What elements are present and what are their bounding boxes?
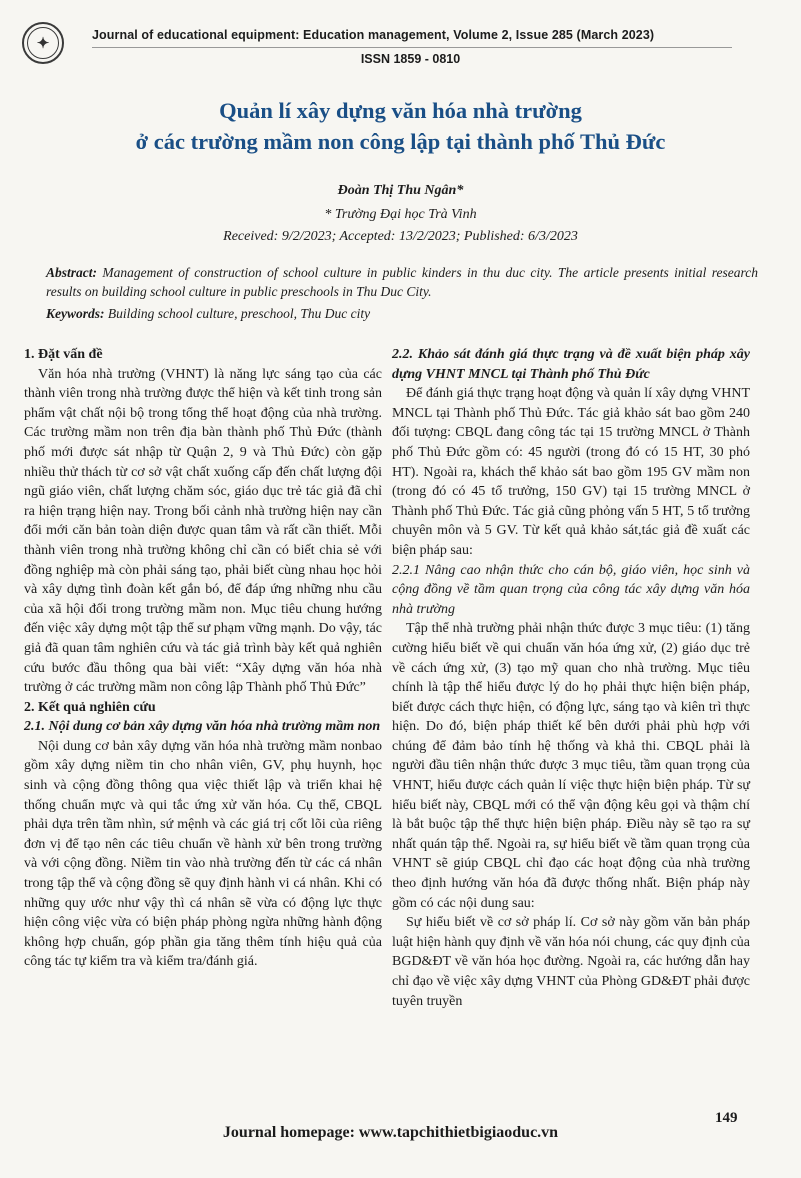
journal-line: Journal of educational equipment: Education management, Volume 2, Issue 285 (March 2023) [92, 28, 655, 42]
article-title [0, 95, 801, 157]
abstract-text: Management of construction of school culture in public kinders in thu duc city. The article presents initial research results on building school culture in public preschools in Thu Duc City. [46, 265, 759, 299]
subsection-heading-2-1: 2.1. Nội dung cơ bản xây dựng văn hóa nhà trường mầm non [24, 719, 381, 735]
keywords [46, 306, 758, 322]
section-heading-2: 2. Kết quả nghiên cứu [24, 699, 156, 715]
abstract [46, 263, 758, 301]
paragraph: Văn hóa nhà trường (VHNT) là năng lực sáng tạo của các thành viên trong nhà trường được thể hiện và kết tinh trong sản phẩm vật chất nội bộ trong tổng thể hoạt động của nhà trường. Các trường mầm non trên địa bàn thành phố Thủ Đức (thành phố mới được sát nhập từ Quận 2, 9 và Thủ Đức) còn gặp nhiều thử thách từ cơ sở vật chất xuống cấp đến chất lượng đội ngũ giáo viên, chất lượng chăm sóc, giáo dục trẻ tác giả đã chỉ ra hiện trạng hiện nay. Trong bối cảnh nhà trường hiện nay cần đổi mới căn bản toàn diện được quan tâm và rất cần thiết. Mỗi thành viên trong nhà trường không chỉ cần có biết chia sẻ với đồng nghiệp mà còn phải sáng tạo, phải biết cùng nhau học hỏi và xây dựng tình đoàn kết gắn bó, để đáp ứng những nhu cầu của xã hội đối trong trường mầm non. Mục tiêu chung hướng đến việc xây dựng một tập thể sư phạm vững mạnh. Do vậy, tác giả đã quan tâm nghiên cứu và tác giả trình bày kết quả nghiên cứu bước đầu thông qua bài viết: “Xây dựng văn hóa nhà trường ở các trường mầm non công lập Thành phố Thủ Đức” [24, 366, 382, 696]
paragraph: Nội dung cơ bản xây dựng văn hóa nhà trường mầm nonbao gồm xây dựng niềm tin cho nhân viên, GV, phụ huynh, học sinh và cộng đồng thông qua việc thiết lập và triển khai hệ thống chuẩn mực và qui tắc ứng xử văn hóa. Cụ thể, CBQL phải dựa trên tầm nhìn, sứ mệnh và các giá trị cốt lõi của riêng đơn vị để tạo nên các tiêu chuẩn về hành xử bên trong trường và với cộng đồng. Niềm tin vào nhà trường đến từ các cá nhân trong tập thể và cộng đồng sẽ quy định hành vi cá nhân. Khi có những quy ước như vậy thì cá nhân sẽ vừa có động lực thực hiện công việc vừa có biện pháp phòng ngừa những hành động không hợp chuẩn, góp phần gia tăng thêm tính hiệu quả của công tác tự kiểm tra và kiểm tra/đánh giá. [24, 738, 382, 970]
abstract-label: Abstract: [46, 265, 98, 280]
right-column [392, 345, 750, 1011]
left-column [24, 345, 382, 972]
publication-dates: Received: 9/2/2023; Accepted: 13/2/2023; Published: 6/3/2023 [223, 229, 578, 244]
paragraph: Sự hiểu biết về cơ sở pháp lí. Cơ sở này gồm văn bản pháp luật hiện hành quy định về văn hóa nói chung, các quy định của BGD&ĐT về văn hóa học đường. Ngoài ra, các hướng dẫn hay chỉ đạo về việc xây dựng VHNT của Phòng GD&ĐT phải được tuyên truyền [392, 915, 750, 1009]
paragraph: Để đánh giá thực trạng hoạt động và quản lí xây dựng VHNT MNCL tại Thành phố Thủ Đức. Tác giả khảo sát bao gồm 240 đối tượng: CBQL đang công tác tại 15 trường MNCL ở Thành phố Thủ Đức gồm có: 45 người (trong đó có 15 HT, 30 phó HT). Ngoài ra, khách thể khảo sát bao gồm 195 GV mầm non (trong đó có 45 tổ trưởng, 150 GV) tại 15 trường MNCL ở Thành phố Thủ Đức. Tác giả cũng phỏng vấn 5 HT, 5 tổ trưởng chuyên môn và 5 GV. Từ kết quả khảo sát,tác giả đề xuất các biện pháp sau: [392, 386, 750, 558]
title-line-1: Quản lí xây dựng văn hóa nhà trường [219, 98, 582, 123]
footer-homepage: Journal homepage: www.tapchithietbigiaoduc.vn [222, 1124, 559, 1141]
header-divider [92, 47, 732, 48]
subsection-heading-2-2-1: 2.2.1 Nâng cao nhận thức cho cán bộ, giáo viên, học sinh và cộng đồng về tầm quan trọng của công tác xây dựng văn hóa nhà trường [392, 562, 750, 617]
section-heading-1: 1. Đặt vấn đề [24, 347, 103, 362]
subsection-heading-2-2: 2.2. Khảo sát đánh giá thực trạng và đề xuất biện pháp xây dựng VHNT MNCL tại Thành phố Thủ Đức [392, 347, 750, 382]
page-header [0, 0, 801, 80]
keywords-label: Keywords: [46, 306, 105, 321]
affiliation: * Trường Đại học Trà Vinh [324, 207, 477, 222]
title-line-2: ở các trường mầm non công lập tại thành phố Thủ Đức [135, 129, 666, 154]
paragraph: Tập thể nhà trường phải nhận thức được 3 mục tiêu: (1) tăng cường hiểu biết về qui chuẩn văn hóa ứng xử, (2) giáo dục trẻ về cách ứng xử, (3) tạo mỹ quan cho nhà trường. Mục tiêu chính là tập thể hiểu được lý do họ phải thực hiện biện pháp, biết được cách thực hiện, có động lực, sáng tạo và kiên trì thực hiện. Do đó, biện pháp thiết kế bên dưới phải phù hợp với chúng để đảm bảo tính hệ thống và khả thi. CBQL phải là người đầu tiên nhận thức được 3 mục tiêu, tầm quan trọng của VHNT, hiểu được cách quản lí việc thực hiện biện pháp. Từ sự hiểu biết này, CBQL mới có thể vận động kêu gọi và thậm chí là bắt buộc tập thể thực hiện biện pháp. Điều này sẽ tạo ra sự nhất quán tập thể. Ngoài ra, sự hiểu biết về tầm quan trọng của VHNT sẽ giúp CBQL chỉ đạo các hoạt động của nhà trường theo định hướng văn hóa đã được thống nhất. Biện pháp này gồm có các nội dung sau: [392, 621, 750, 911]
journal-logo-icon: ✦ [22, 22, 64, 64]
author: Đoàn Thị Thu Ngân* [337, 183, 464, 198]
page-number: 149 [715, 1110, 738, 1126]
issn: ISSN 1859 - 0810 [360, 52, 461, 66]
keywords-text: Building school culture, preschool, Thu Duc city [107, 306, 371, 321]
